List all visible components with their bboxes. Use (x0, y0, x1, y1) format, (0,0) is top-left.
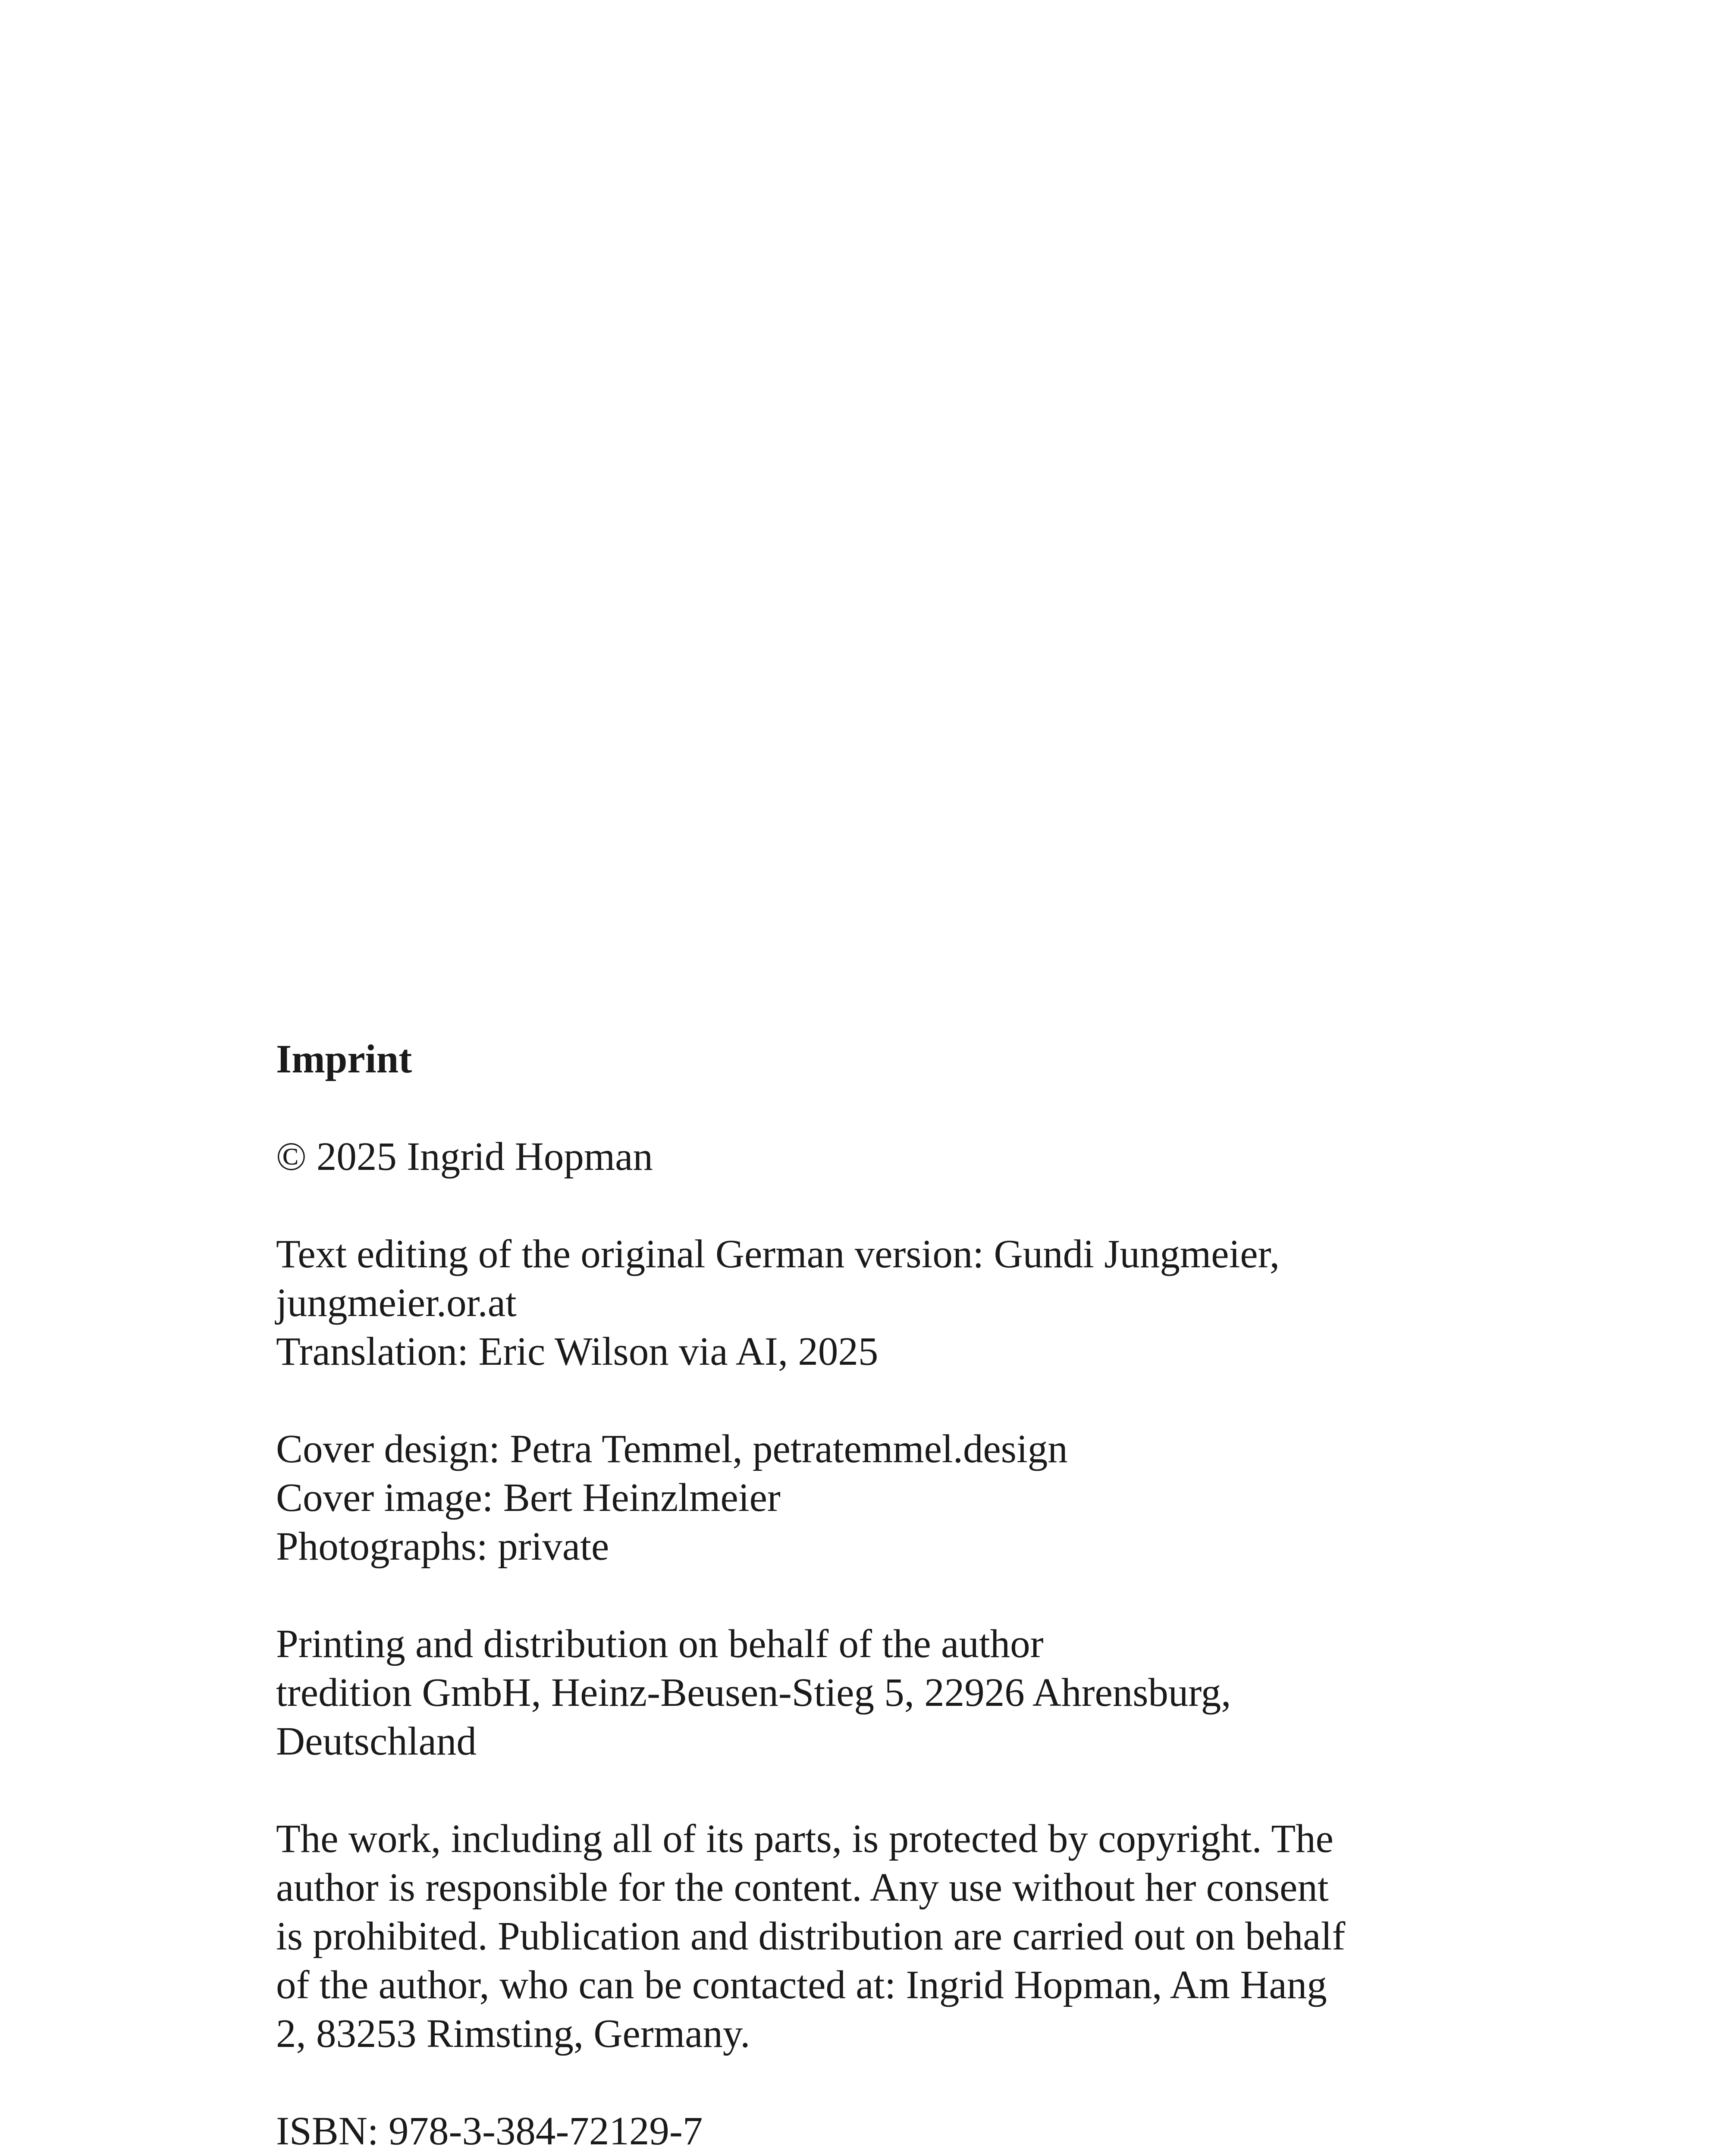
imprint-section (276, 1035, 1449, 2156)
copyright-line: © 2025 Ingrid Hopman (276, 1134, 653, 1179)
copyright-statement (276, 1814, 1449, 2058)
isbn-block (276, 2107, 1449, 2156)
printing-line-1: Printing and distribution on behalf of the author (276, 1622, 1044, 1666)
statement-line-1: The work, including all of its parts, is protected by copyright. The (276, 1817, 1334, 1861)
editing-line-1: Text editing of the original German version: Gundi Jungmeier, (276, 1232, 1280, 1276)
statement-line-3: is prohibited. Publication and distribution are carried out on behalf (276, 1914, 1346, 1959)
statement-line-2: author is responsible for the content. Any use without her consent (276, 1865, 1329, 1910)
translation-line: Translation: Eric Wilson via AI, 2025 (276, 1329, 879, 1374)
printing-line-3: Deutschland (276, 1719, 477, 1764)
cover-design-line: Cover design: Petra Temmel, petratemmel.design (276, 1427, 1068, 1471)
cover-credits (276, 1425, 1449, 1571)
editing-line-2: jungmeier.or.at (276, 1281, 517, 1325)
statement-line-5: 2, 83253 Rimsting, Germany. (276, 2012, 750, 2056)
isbn-line: ISBN: 978-3-384-72129-7 (276, 2109, 703, 2153)
statement-line-4: of the author, who can be contacted at: Ingrid Hopman, Am Hang (276, 1963, 1327, 2007)
photographs-line: Photographs: private (276, 1524, 609, 1569)
editing-credits (276, 1230, 1449, 1376)
printing-line-2: tredition GmbH, Heinz-Beusen-Stieg 5, 22926 Ahrensburg, (276, 1670, 1231, 1715)
printing-info (276, 1620, 1449, 1766)
copyright-notice (276, 1132, 1449, 1181)
imprint-heading: Imprint (276, 1037, 412, 1081)
cover-image-line: Cover image: Bert Heinzlmeier (276, 1476, 781, 1520)
